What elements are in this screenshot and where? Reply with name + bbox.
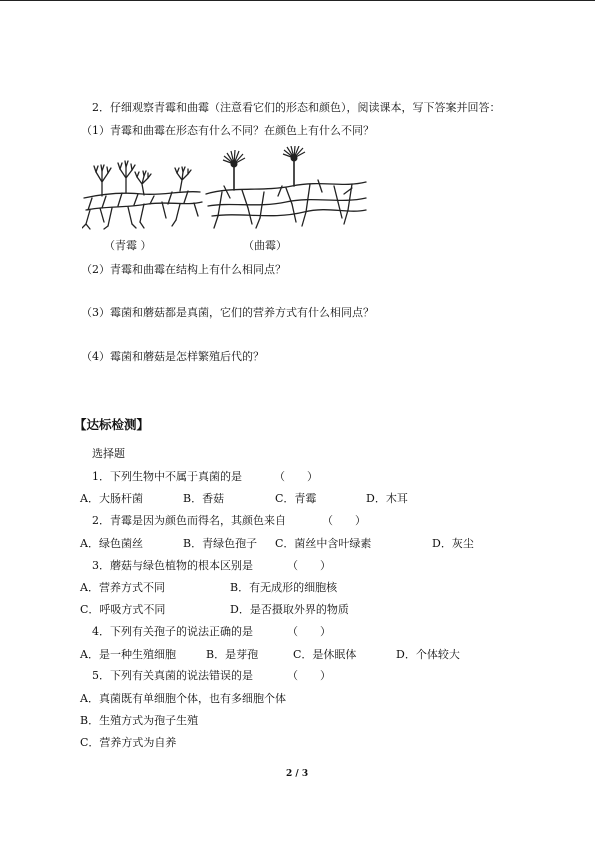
question-1-option-d: D．木耳 [366, 492, 408, 505]
question-4-option-d: D．个体较大 [396, 648, 460, 661]
caption-aspergillus: （曲霉） [243, 239, 287, 252]
section-title: 【达标检测】 [74, 417, 150, 432]
question-5-blank: （ ） [287, 669, 331, 682]
part2-intro: 2．仔细观察青霉和曲霉（注意看它们的形态和颜色），阅读课本，写下答案并回答： [92, 101, 501, 114]
question-1-option-c: C．青霉 [275, 492, 317, 505]
question-5-option-c: C．营养方式为自养 [80, 736, 177, 749]
question-3-option-c: C．呼吸方式不同 [80, 603, 166, 616]
question-3-option-d: D．是否摄取外界的物质 [230, 603, 349, 616]
mold-illustration [82, 146, 367, 230]
question-1-option-b: B．香菇 [183, 492, 225, 505]
question-2-option-c: C．菌丝中含叶绿素 [275, 537, 372, 550]
question-5-stem: 5．下列有关真菌的说法错误的是 [92, 669, 253, 682]
question-3-blank: （ ） [287, 559, 331, 572]
caption-penicillium: （青霉 ） [104, 239, 152, 252]
question-1-option-a: A．大肠杆菌 [80, 492, 143, 505]
question-2-option-b: B．青绿色孢子 [183, 537, 258, 550]
part2-question-4: （4）霉菌和蘑菇是怎样繁殖后代的？ [81, 350, 264, 363]
question-5-option-b: B．生殖方式为孢子生殖 [80, 714, 199, 727]
question-1-blank: （ ） [274, 470, 318, 483]
question-4-option-c: C．是休眠体 [293, 648, 357, 661]
question-3-stem: 3．蘑菇与绿色植物的根本区别是 [92, 559, 253, 572]
question-1-stem: 1．下列生物中不属于真菌的是 [92, 470, 242, 483]
question-3-option-b: B．有无成形的细胞核 [230, 581, 338, 594]
part2-question-1: （1）青霉和曲霉在形态有什么不同？在颜色上有什么不同？ [81, 124, 374, 137]
question-2-option-d: D．灰尘 [432, 537, 474, 550]
question-3-option-a: A．营养方式不同 [80, 581, 165, 594]
question-2-stem: 2．青霉是因为颜色而得名，其颜色来自 [92, 514, 286, 527]
question-4-blank: （ ） [287, 625, 331, 638]
question-5-option-a: A．真菌既有单细胞个体，也有多细胞个体 [80, 692, 286, 705]
section-subtitle: 选择题 [92, 447, 125, 460]
page-number: 2 / 3 [286, 769, 309, 779]
part2-question-2: （2）青霉和曲霉在结构上有什么相同点？ [81, 263, 286, 276]
question-2-option-a: A．绿色菌丝 [80, 537, 143, 550]
part2-question-3: （3）霉菌和蘑菇都是真菌，它们的营养方式有什么相同点？ [81, 306, 374, 319]
question-2-blank: （ ） [322, 514, 366, 527]
question-4-stem: 4．下列有关孢子的说法正确的是 [92, 625, 253, 638]
top-border [0, 0, 595, 1]
question-4-option-b: B．是芽孢 [206, 648, 259, 661]
question-4-option-a: A．是一种生殖细胞 [80, 648, 176, 661]
